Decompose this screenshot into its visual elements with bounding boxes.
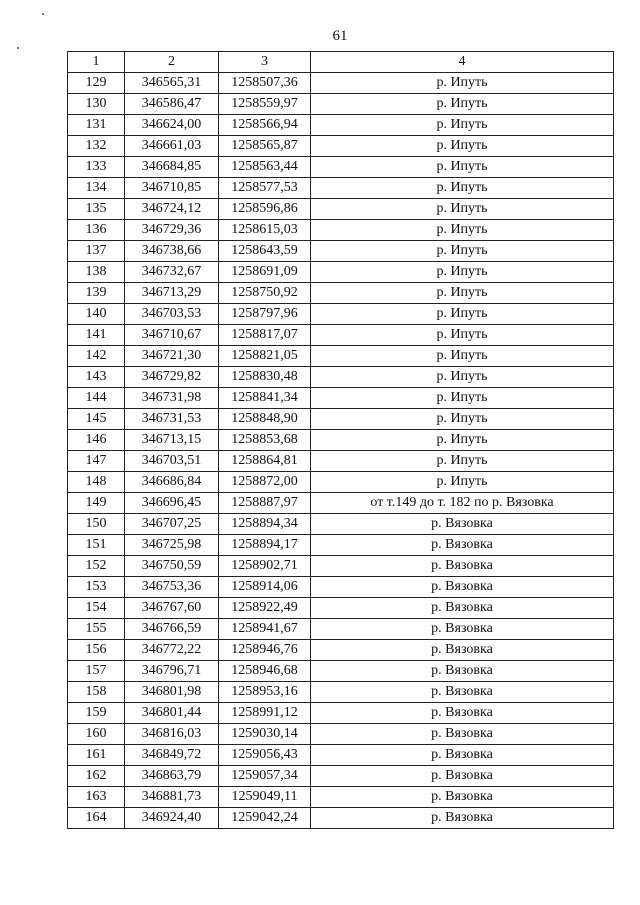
cell-description: р. Вязовка [311, 640, 614, 661]
table-row [68, 787, 614, 808]
table-row [68, 430, 614, 451]
cell-x-coordinate: 346796,71 [125, 661, 219, 682]
cell-x-coordinate: 346738,66 [125, 241, 219, 262]
cell-y-coordinate: 1258559,97 [219, 94, 311, 115]
cell-point-number: 159 [68, 703, 125, 724]
table-row [68, 682, 614, 703]
cell-point-number: 158 [68, 682, 125, 703]
cell-y-coordinate: 1258853,68 [219, 430, 311, 451]
cell-y-coordinate: 1259056,43 [219, 745, 311, 766]
cell-x-coordinate: 346684,85 [125, 157, 219, 178]
cell-point-number: 138 [68, 262, 125, 283]
table-row [68, 493, 614, 514]
table-row [68, 367, 614, 388]
cell-point-number: 156 [68, 640, 125, 661]
cell-point-number: 145 [68, 409, 125, 430]
cell-point-number: 160 [68, 724, 125, 745]
cell-description: р. Вязовка [311, 787, 614, 808]
cell-y-coordinate: 1258563,44 [219, 157, 311, 178]
cell-description: р. Ипуть [311, 325, 614, 346]
table-row [68, 514, 614, 535]
cell-point-number: 148 [68, 472, 125, 493]
cell-y-coordinate: 1258887,97 [219, 493, 311, 514]
cell-point-number: 157 [68, 661, 125, 682]
cell-description: р. Ипуть [311, 451, 614, 472]
cell-x-coordinate: 346703,53 [125, 304, 219, 325]
table-row [68, 472, 614, 493]
cell-y-coordinate: 1258830,48 [219, 367, 311, 388]
table-row [68, 703, 614, 724]
cell-x-coordinate: 346661,03 [125, 136, 219, 157]
cell-y-coordinate: 1259049,11 [219, 787, 311, 808]
table-row [68, 661, 614, 682]
cell-y-coordinate: 1258922,49 [219, 598, 311, 619]
cell-point-number: 144 [68, 388, 125, 409]
cell-description: р. Ипуть [311, 346, 614, 367]
header-cell-point-number: 1 [68, 52, 125, 73]
table-row [68, 325, 614, 346]
table-row [68, 451, 614, 472]
table-row [68, 178, 614, 199]
cell-description: р. Вязовка [311, 745, 614, 766]
cell-description: р. Вязовка [311, 661, 614, 682]
cell-point-number: 141 [68, 325, 125, 346]
cell-description: р. Ипуть [311, 409, 614, 430]
cell-point-number: 131 [68, 115, 125, 136]
cell-x-coordinate: 346624,00 [125, 115, 219, 136]
cell-description: р. Вязовка [311, 598, 614, 619]
cell-y-coordinate: 1258596,86 [219, 199, 311, 220]
header-cell-description: 4 [311, 52, 614, 73]
cell-x-coordinate: 346732,67 [125, 262, 219, 283]
cell-y-coordinate: 1258946,68 [219, 661, 311, 682]
cell-description: от т.149 до т. 182 по р. Вязовка [311, 493, 614, 514]
cell-y-coordinate: 1258615,03 [219, 220, 311, 241]
cell-point-number: 136 [68, 220, 125, 241]
cell-description: р. Ипуть [311, 73, 614, 94]
table-row [68, 346, 614, 367]
table-row [68, 745, 614, 766]
cell-y-coordinate: 1258507,36 [219, 73, 311, 94]
cell-point-number: 155 [68, 619, 125, 640]
cell-x-coordinate: 346703,51 [125, 451, 219, 472]
table-row [68, 388, 614, 409]
cell-point-number: 153 [68, 577, 125, 598]
cell-point-number: 152 [68, 556, 125, 577]
cell-y-coordinate: 1258894,34 [219, 514, 311, 535]
table-row [68, 577, 614, 598]
table-row [68, 724, 614, 745]
cell-x-coordinate: 346729,82 [125, 367, 219, 388]
cell-x-coordinate: 346924,40 [125, 808, 219, 829]
cell-x-coordinate: 346713,15 [125, 430, 219, 451]
cell-x-coordinate: 346881,73 [125, 787, 219, 808]
table-row [68, 136, 614, 157]
cell-x-coordinate: 346724,12 [125, 199, 219, 220]
cell-point-number: 134 [68, 178, 125, 199]
cell-y-coordinate: 1259057,34 [219, 766, 311, 787]
cell-y-coordinate: 1258946,76 [219, 640, 311, 661]
cell-point-number: 133 [68, 157, 125, 178]
table-row [68, 556, 614, 577]
cell-x-coordinate: 346767,60 [125, 598, 219, 619]
cell-point-number: 139 [68, 283, 125, 304]
cell-description: р. Вязовка [311, 577, 614, 598]
cell-point-number: 151 [68, 535, 125, 556]
cell-description: р. Вязовка [311, 808, 614, 829]
cell-description: р. Ипуть [311, 136, 614, 157]
cell-y-coordinate: 1258797,96 [219, 304, 311, 325]
cell-y-coordinate: 1258941,67 [219, 619, 311, 640]
cell-description: р. Ипуть [311, 304, 614, 325]
cell-description: р. Ипуть [311, 220, 614, 241]
table-header-row [68, 52, 614, 73]
cell-x-coordinate: 346731,53 [125, 409, 219, 430]
cell-x-coordinate: 346710,85 [125, 178, 219, 199]
cell-description: р. Ипуть [311, 472, 614, 493]
header-cell-x: 2 [125, 52, 219, 73]
cell-point-number: 163 [68, 787, 125, 808]
table-row [68, 199, 614, 220]
scan-speck [42, 13, 44, 15]
cell-description: р. Вязовка [311, 514, 614, 535]
cell-x-coordinate: 346731,98 [125, 388, 219, 409]
cell-x-coordinate: 346801,44 [125, 703, 219, 724]
table-row [68, 283, 614, 304]
cell-point-number: 129 [68, 73, 125, 94]
cell-y-coordinate: 1258750,92 [219, 283, 311, 304]
cell-y-coordinate: 1258902,71 [219, 556, 311, 577]
cell-x-coordinate: 346863,79 [125, 766, 219, 787]
table-row [68, 598, 614, 619]
table-row [68, 262, 614, 283]
cell-description: р. Ипуть [311, 199, 614, 220]
cell-description: р. Ипуть [311, 283, 614, 304]
table-row [68, 640, 614, 661]
cell-x-coordinate: 346710,67 [125, 325, 219, 346]
table-row [68, 94, 614, 115]
table-row [68, 409, 614, 430]
cell-x-coordinate: 346729,36 [125, 220, 219, 241]
cell-x-coordinate: 346586,47 [125, 94, 219, 115]
cell-point-number: 140 [68, 304, 125, 325]
cell-x-coordinate: 346696,45 [125, 493, 219, 514]
cell-point-number: 154 [68, 598, 125, 619]
header-cell-y: 3 [219, 52, 311, 73]
cell-description: р. Вязовка [311, 682, 614, 703]
table-body [68, 73, 614, 829]
cell-y-coordinate: 1258953,16 [219, 682, 311, 703]
cell-point-number: 162 [68, 766, 125, 787]
cell-y-coordinate: 1259030,14 [219, 724, 311, 745]
table-row [68, 304, 614, 325]
cell-x-coordinate: 346772,22 [125, 640, 219, 661]
cell-point-number: 161 [68, 745, 125, 766]
cell-y-coordinate: 1258566,94 [219, 115, 311, 136]
cell-y-coordinate: 1258643,59 [219, 241, 311, 262]
cell-description: р. Вязовка [311, 556, 614, 577]
cell-point-number: 142 [68, 346, 125, 367]
table-row [68, 535, 614, 556]
cell-point-number: 130 [68, 94, 125, 115]
cell-point-number: 164 [68, 808, 125, 829]
cell-description: р. Ипуть [311, 115, 614, 136]
cell-x-coordinate: 346721,30 [125, 346, 219, 367]
cell-point-number: 146 [68, 430, 125, 451]
cell-description: р. Вязовка [311, 703, 614, 724]
table-row [68, 766, 614, 787]
page-number: 61 [332, 28, 348, 44]
scan-speck [17, 47, 19, 49]
table-row [68, 115, 614, 136]
cell-y-coordinate: 1258872,00 [219, 472, 311, 493]
table-row [68, 220, 614, 241]
cell-x-coordinate: 346713,29 [125, 283, 219, 304]
cell-y-coordinate: 1258894,17 [219, 535, 311, 556]
cell-description: р. Ипуть [311, 367, 614, 388]
cell-point-number: 132 [68, 136, 125, 157]
cell-description: р. Вязовка [311, 766, 614, 787]
cell-point-number: 149 [68, 493, 125, 514]
cell-x-coordinate: 346686,84 [125, 472, 219, 493]
cell-description: р. Ипуть [311, 157, 614, 178]
cell-description: р. Ипуть [311, 94, 614, 115]
table-row [68, 241, 614, 262]
cell-y-coordinate: 1259042,24 [219, 808, 311, 829]
cell-y-coordinate: 1258991,12 [219, 703, 311, 724]
cell-description: р. Ипуть [311, 262, 614, 283]
cell-x-coordinate: 346849,72 [125, 745, 219, 766]
cell-point-number: 150 [68, 514, 125, 535]
table-row [68, 157, 614, 178]
cell-y-coordinate: 1258565,87 [219, 136, 311, 157]
cell-description: р. Вязовка [311, 724, 614, 745]
table-row [68, 808, 614, 829]
cell-x-coordinate: 346766,59 [125, 619, 219, 640]
cell-x-coordinate: 346565,31 [125, 73, 219, 94]
cell-y-coordinate: 1258841,34 [219, 388, 311, 409]
cell-y-coordinate: 1258848,90 [219, 409, 311, 430]
cell-y-coordinate: 1258817,07 [219, 325, 311, 346]
cell-point-number: 135 [68, 199, 125, 220]
cell-y-coordinate: 1258914,06 [219, 577, 311, 598]
cell-point-number: 143 [68, 367, 125, 388]
cell-x-coordinate: 346816,03 [125, 724, 219, 745]
cell-x-coordinate: 346801,98 [125, 682, 219, 703]
cell-x-coordinate: 346753,36 [125, 577, 219, 598]
table-row [68, 73, 614, 94]
cell-y-coordinate: 1258864,81 [219, 451, 311, 472]
cell-description: р. Ипуть [311, 178, 614, 199]
cell-description: р. Вязовка [311, 619, 614, 640]
cell-y-coordinate: 1258821,05 [219, 346, 311, 367]
cell-x-coordinate: 346725,98 [125, 535, 219, 556]
cell-description: р. Вязовка [311, 535, 614, 556]
coordinates-table [67, 51, 614, 829]
table-row [68, 619, 614, 640]
cell-y-coordinate: 1258691,09 [219, 262, 311, 283]
cell-point-number: 147 [68, 451, 125, 472]
cell-x-coordinate: 346750,59 [125, 556, 219, 577]
cell-point-number: 137 [68, 241, 125, 262]
cell-y-coordinate: 1258577,53 [219, 178, 311, 199]
cell-description: р. Ипуть [311, 241, 614, 262]
cell-x-coordinate: 346707,25 [125, 514, 219, 535]
cell-description: р. Ипуть [311, 430, 614, 451]
cell-description: р. Ипуть [311, 388, 614, 409]
